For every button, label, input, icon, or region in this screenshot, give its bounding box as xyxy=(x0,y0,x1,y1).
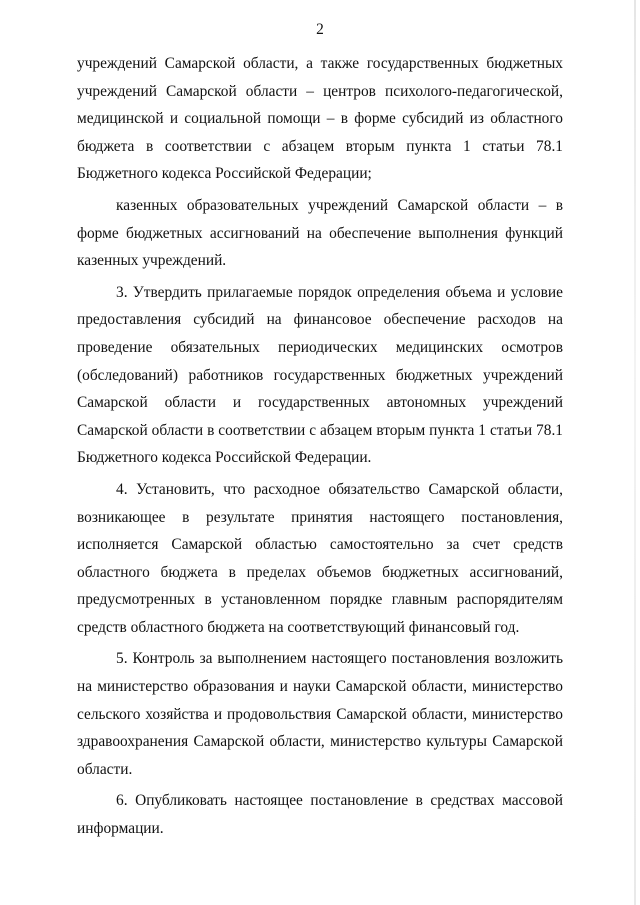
paragraph-treasury-institutions: казенных образовательных учреждений Самарской области – в форме бюджетных ассигнований на обеспечение выполнения функций казенных учреждений. xyxy=(77,196,563,270)
paragraph-item-5: 5. Контроль за выполнением настоящего постановления возложить на министерство образования и науки Самарской области, министерство сельского хозяйства и продовольствия Самарской области, министерство здравоохранения Самарской области, министерство культуры Самарской области. xyxy=(77,650,563,778)
paragraph-item-3: 3. Утвердить прилагаемые порядок определения объема и условие предоставления субсидий на финансовое обеспечение расходов на проведение обязательных периодических медицинских осмотров (обследований) работников государственных бюджетных учреждений Самарской области и государственных автономных учреждений Самарской области в соответствии с абзацем вторым пункта 1 статьи 78.1 Бюджетного кодекса Российской Федерации. xyxy=(77,283,563,467)
paragraph-item-6: 6. Опубликовать настоящее постановление в средствах массовой информации. xyxy=(77,792,563,838)
scan-edge-shadow xyxy=(634,0,636,905)
paragraph-item-4: 4. Установить, что расходное обязательство Самарской области, возникающее в результате принятия настоящего постановления, исполняется Самарской областью самостоятельно за счет средств областного бюджета в пределах объемов бюджетных ассигнований, предусмотренных в установленном порядке главным распорядителям средств областного бюджета на соответствующий финансовый год. xyxy=(77,480,563,636)
paragraph-continuation: учреждений Самарской области, а также государственных бюджетных учреждений Самарской области – центров психолого-педагогической, медицинской и социальной помощи – в форме субсидий из областного бюджета в соответствии с абзацем вторым пункта 1 статьи 78.1 Бюджетного кодекса Российской Федерации; xyxy=(77,55,563,183)
page-number: 2 xyxy=(316,21,324,38)
document-body xyxy=(77,50,563,847)
